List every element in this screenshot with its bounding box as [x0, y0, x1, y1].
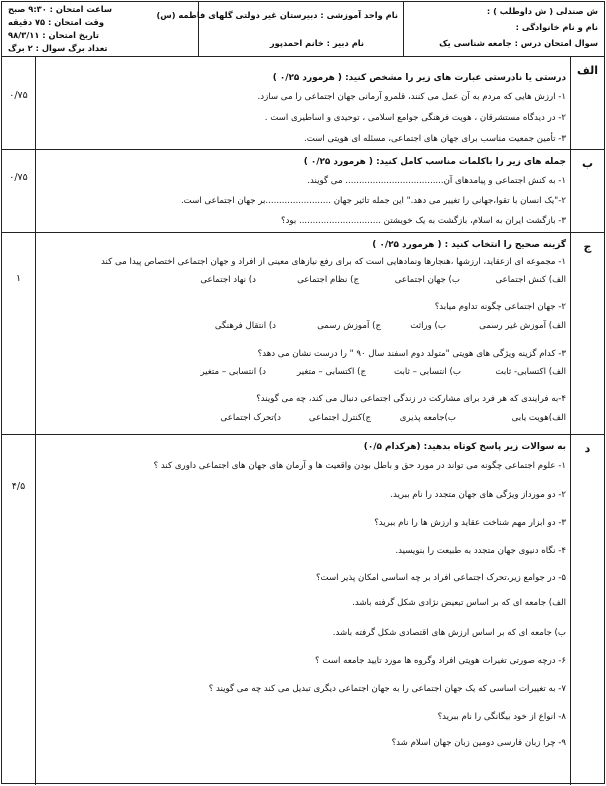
- seat-number-label: ش صندلی ( ش داوطلب ) :: [486, 6, 598, 16]
- option: د) انتسابی – متغیر: [200, 367, 266, 377]
- question-item: ۵- در جوامع زیر،تحرک اجتماعی افراد بر چه اساسی امکان پذیر است؟: [315, 573, 566, 583]
- option: الف) اکتسابی- ثابت: [495, 367, 566, 377]
- exam-time: ساعت امتحان : ۹:۳۰ صبح: [8, 4, 113, 14]
- section-letter: الف: [570, 56, 604, 149]
- header-school-info: [156, 2, 404, 56]
- section-alef: [2, 56, 604, 150]
- option: ج)کنترل اجتماعی: [308, 413, 371, 423]
- section-be: [2, 149, 604, 233]
- question-item: ۲-"یک انسان با تقوا،جهانی را تغییر می دهد." این جمله تاثیر جهان ........................بر جهان اجتماعی است.: [180, 196, 566, 206]
- school-name: نام واحد آموزشی : دبیرستان غیر دولتی گلهای فاطمه (س): [156, 10, 398, 20]
- section-score: ۱: [2, 232, 36, 434]
- exam-header: [2, 2, 604, 57]
- option: ب) وراثت: [410, 321, 446, 331]
- section-score: ۰/۷۵: [2, 149, 36, 232]
- section-dal: [2, 434, 604, 785]
- question-item: ۳- بازگشت ایران به اسلام، بازگشت به یک خویشتن .............................. بود؟: [281, 216, 566, 226]
- question-item: ۳- دو ابزار مهم شناخت عقاید و ارزش ها را نام ببرید؟: [374, 518, 566, 528]
- question-item: ۲- دو مورداز ویژگی های جهان متجدد را نام ببرید.: [390, 490, 566, 500]
- option: ب) جهان اجتماعی: [394, 275, 460, 285]
- question-item: ۳- تأمین جمعیت مناسب برای جهان های اجتماعی، مسئله ای هویتی است.: [303, 134, 566, 144]
- question-item: ۹- چرا زبان فارسی دومین زبان جهان اسلام شد؟: [391, 738, 566, 748]
- option: ج) اکتسابی – متغیر: [297, 367, 366, 377]
- section-title: جمله های زیر را باکلمات مناسب کامل کنید: ( هرمورد ۰/۲۵ ): [303, 157, 566, 167]
- exam-date: تاریخ امتحان : ۹۸/۳/۱۱: [8, 30, 100, 40]
- question-item: ۷- به تغییرات اساسی که یک جهان اجتماعی را به جهان اجتماعی دیگری تبدیل می کند چه می گویند ؟: [208, 684, 566, 694]
- question-item: ۸- انواع از خود بیگانگی را نام ببرید؟: [437, 712, 566, 722]
- option: الف)هویت یابی: [511, 413, 566, 423]
- section-letter: ب: [570, 149, 604, 232]
- question-item: ب) جامعه ای که بر اساس ارزش های اقتصادی شکل گرفته باشد.: [332, 628, 566, 638]
- student-name-label: نام و نام خانوادگی :: [515, 22, 598, 32]
- header-student-info: [403, 2, 604, 56]
- header-exam-info: [2, 2, 198, 56]
- exam-pages: تعداد برگ سوال : ۲ برگ: [8, 43, 108, 53]
- option: ج) آموزش رسمی: [317, 321, 381, 331]
- question-item: ۶- درچه صورتی تغیرات هویتی افراد وگروه ها مورد تایید جامعه است ؟: [315, 656, 566, 666]
- question-stem: ۴-به فرایندی که هر فرد برای مشارکت در زندگی اجتماعی دنبال می کند، چه می گویند؟: [256, 394, 566, 404]
- option: ج) نظام اجتماعی: [297, 275, 359, 285]
- exam-page: [1, 1, 605, 784]
- exam-duration: وقت امتحان : ۷۵ دقیقه: [8, 17, 105, 27]
- section-title: درستی یا نادرستی عبارت های زیر را مشخص کنید: ( هرمورد ۰/۲۵ ): [272, 73, 566, 83]
- section-letter: د: [570, 434, 604, 785]
- question-item: ۱- ارزش هایی که مردم به آن عمل می کنند، قلمرو آرمانی جهان اجتماعی را می سازد.: [257, 92, 566, 102]
- option: ب) انتسابی – ثابت: [394, 367, 461, 377]
- section-score: ۴/۵: [2, 434, 36, 785]
- question-item: ۲- در دیدگاه مستشرقان ، هویت فرهنگی جوامع اسلامی ، توحیدی و اساطیری است .: [264, 113, 566, 123]
- section-title: به سوالات زیر پاسخ کوتاه بدهید: (هرکدام ۰/۵): [363, 442, 566, 452]
- question-stem: ۳- کدام گزینه ویژگی های هویتی "متولد دوم اسفند سال ۹۰ " را درست نشان می دهد؟: [257, 349, 566, 359]
- question-item: ۴- نگاه دنیوی جهان متجدد به طبیعت را بنویسید.: [395, 546, 566, 556]
- question-item: ۱- علوم اجتماعی چگونه می تواند در مورد حق و باطل بودن واقعیت ها و آرمان های جهان های اجتماعی داوری کند ؟: [153, 461, 566, 471]
- subject-label: سوال امتحان درس : جامعه شناسی یک: [439, 38, 598, 48]
- option: د) نهاد اجتماعی: [200, 275, 256, 285]
- option: الف) آموزش غیر رسمی: [479, 321, 566, 331]
- option: ب)جامعه پذیری: [399, 413, 456, 423]
- section-letter: ج: [570, 232, 604, 434]
- section-title: گزینه صحیح را انتخاب کنید : ( هرمورد ۰/۲۵ ): [372, 240, 566, 250]
- question-stem: ۱- مجموعه ای ازعقاید، ارزشها ،هنجارها ونمادهایی است که برای رفع نیازهای معینی از افراد و جهان اجتماعی اختصاص پیدا می کند: [101, 257, 566, 267]
- question-item: الف) جامعه ای که بر اساس تبعیض نژادی شکل گرفته باشد.: [352, 598, 566, 608]
- section-jim: [2, 232, 604, 435]
- section-score: ۰/۷۵: [2, 56, 36, 149]
- question-item: ۱- به کنش اجتماعی و پیامدهای آن.................................... می گویند.: [307, 176, 566, 186]
- question-stem: ۲- جهان اجتماعی چگونه تداوم میابد؟: [434, 302, 566, 312]
- option: د) انتقال فرهنگی: [214, 321, 276, 331]
- teacher-name: نام دبیر : خانم احمدپور: [269, 38, 364, 48]
- option: الف) کنش اجتماعی: [495, 275, 566, 285]
- option: د)تحرک اجتماعی: [220, 413, 281, 423]
